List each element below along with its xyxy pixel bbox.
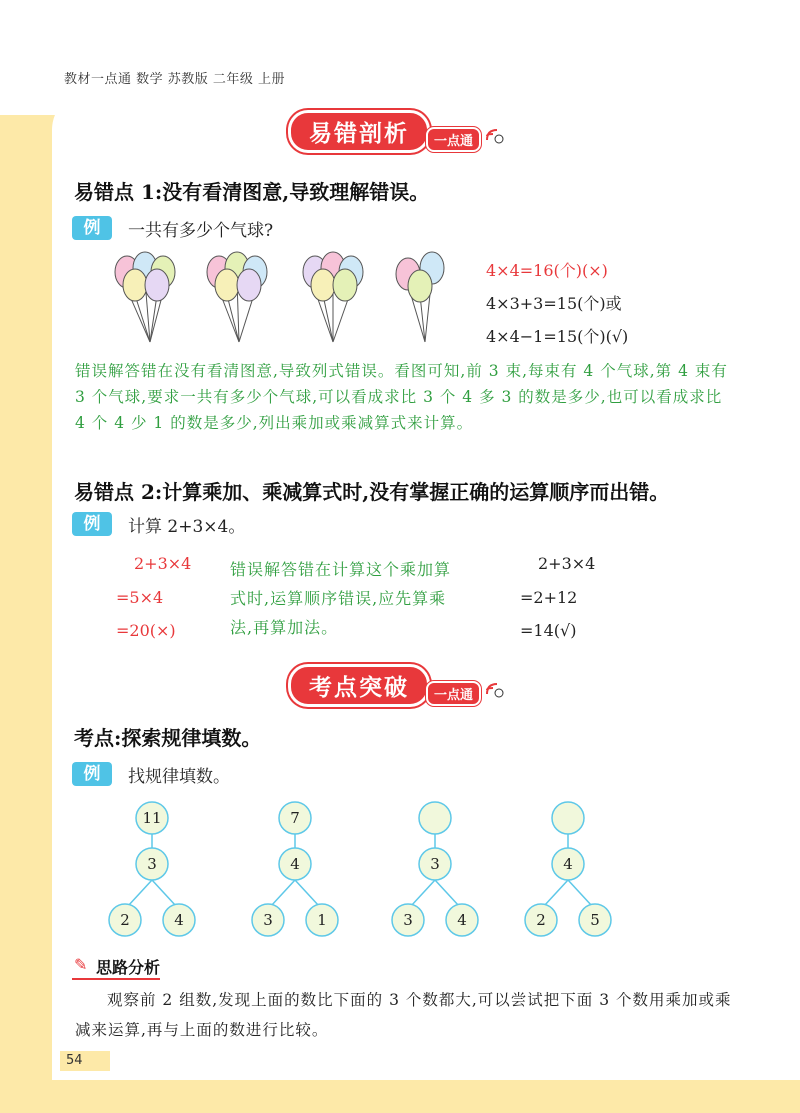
tree-top-node bbox=[136, 802, 168, 834]
signal-hand-icon bbox=[483, 676, 505, 698]
tree-mid-node bbox=[419, 848, 451, 880]
tree-right-node bbox=[306, 904, 338, 936]
tree-top-node-value: 11 bbox=[142, 809, 162, 827]
analysis-text: 观察前 2 组数,发现上面的数比下面的 3 个数都大,可以尝试把下面 3 个数用乘加或乘减来运算,再与上面的数进行比较。 bbox=[75, 991, 732, 1039]
example-question: 一共有多少个气球? bbox=[128, 221, 274, 241]
correct-step-2: =2+12 bbox=[520, 588, 578, 607]
tree-right-node bbox=[163, 904, 195, 936]
error-2-explanation-line-3: 法,再算加法。 bbox=[230, 618, 339, 637]
tree-connector bbox=[152, 880, 176, 906]
tree-mid-node bbox=[279, 848, 311, 880]
signal-hand-icon bbox=[483, 122, 505, 144]
error-2-explanation-line-1: 错误解答错在计算这个乘加算 bbox=[230, 560, 452, 579]
wrong-step-3: =20(×) bbox=[116, 621, 176, 640]
book-header: 教材一点通 数学 苏教版 二年级 上册 bbox=[64, 72, 286, 87]
error-1-explanation: 错误解答错在没有看清图意,导致列式错误。看图可知,前 3 束,每束有 4 个气球,第 4 束有 3 个气球,要求一共有多少个气球,可以看成求比 3 个 4 多 3 的数是多少,也可以看成求比 4 个 4 少 1 的数是多少,列出乘加或乘减算式来计算。 bbox=[75, 362, 728, 432]
balloon-bunch bbox=[207, 252, 267, 342]
section-banner-errors bbox=[288, 112, 505, 150]
answer-blank[interactable] bbox=[552, 802, 584, 834]
tree-right-node-value: 1 bbox=[317, 911, 327, 929]
tree-top-node-value: 7 bbox=[290, 809, 300, 827]
tree-left-node-value: 3 bbox=[263, 911, 273, 929]
tree-connector bbox=[544, 880, 568, 906]
example-tag: 例 bbox=[72, 216, 112, 240]
balloon-illustration bbox=[105, 250, 475, 350]
tree-left-node bbox=[252, 904, 284, 936]
tree-right-node-value: 4 bbox=[457, 911, 467, 929]
tree-left-node bbox=[392, 904, 424, 936]
answer-blank-circle bbox=[419, 802, 451, 834]
analysis-title-text: 思路分析 bbox=[96, 958, 161, 977]
example-tag: 例 bbox=[72, 512, 112, 536]
wrong-step-1: 2+3×4 bbox=[134, 554, 192, 573]
tree-mid-node-value: 4 bbox=[290, 855, 300, 873]
tree-mid-node-value: 4 bbox=[563, 855, 573, 873]
answer-blank-circle bbox=[552, 802, 584, 834]
tree-right-node-value: 4 bbox=[174, 911, 184, 929]
banner-tag: 一点通 bbox=[426, 681, 481, 706]
correct-step-3: =14(√) bbox=[520, 621, 577, 640]
tree-mid-node bbox=[552, 848, 584, 880]
tree-mid-node-value: 3 bbox=[430, 855, 440, 873]
example-question: 找规律填数。 bbox=[128, 767, 230, 787]
tree-mid-node bbox=[136, 848, 168, 880]
analysis-title bbox=[72, 955, 160, 980]
tree-left-node-value: 2 bbox=[536, 911, 546, 929]
tree-mid-node-value: 3 bbox=[147, 855, 157, 873]
balloon-bunch bbox=[115, 252, 175, 342]
answer-blank[interactable] bbox=[419, 802, 451, 834]
number-trees bbox=[100, 798, 640, 938]
correct-answer-1: 4×3+3=15(个)或 bbox=[486, 294, 622, 313]
tree-right-node-value: 5 bbox=[590, 911, 600, 929]
correct-answer-2: 4×4−1=15(个)(√) bbox=[486, 327, 629, 346]
tree-connector bbox=[295, 880, 319, 906]
balloon-bunch bbox=[396, 252, 444, 342]
tree-connector bbox=[271, 880, 295, 906]
page-number: 54 bbox=[60, 1051, 110, 1071]
example-question: 计算 2+3×4。 bbox=[128, 517, 246, 537]
banner-title: 易错剖析 bbox=[288, 110, 430, 153]
error-point-2-heading: 易错点 2:计算乘加、乘减算式时,没有掌握正确的运算顺序而出错。 bbox=[74, 480, 670, 504]
tree-connector bbox=[411, 880, 435, 906]
error-2-explanation-line-2: 式时,运算顺序错误,应先算乘 bbox=[230, 589, 447, 608]
pencil-icon: ✎ bbox=[74, 955, 88, 974]
error-point-1-heading: 易错点 1:没有看清图意,导致理解错误。 bbox=[74, 180, 430, 204]
tree-right-node bbox=[579, 904, 611, 936]
tree-connector bbox=[435, 880, 459, 906]
example-tag: 例 bbox=[72, 762, 112, 786]
tree-left-node bbox=[109, 904, 141, 936]
tree-connector bbox=[128, 880, 152, 906]
tree-right-node bbox=[446, 904, 478, 936]
section-banner-keypoints bbox=[288, 666, 505, 704]
banner-tag: 一点通 bbox=[426, 127, 481, 152]
tree-top-node bbox=[279, 802, 311, 834]
tree-left-node-value: 2 bbox=[120, 911, 130, 929]
tree-connector bbox=[568, 880, 592, 906]
tree-left-node bbox=[525, 904, 557, 936]
balloon-bunch bbox=[303, 252, 363, 342]
correct-step-1: 2+3×4 bbox=[538, 554, 596, 573]
wrong-answer: 4×4=16(个)(×) bbox=[486, 261, 608, 280]
wrong-step-2: =5×4 bbox=[116, 588, 164, 607]
banner-title: 考点突破 bbox=[288, 664, 430, 707]
tree-left-node-value: 3 bbox=[403, 911, 413, 929]
key-point-heading: 考点:探索规律填数。 bbox=[74, 726, 262, 750]
top-white-area bbox=[0, 0, 800, 115]
